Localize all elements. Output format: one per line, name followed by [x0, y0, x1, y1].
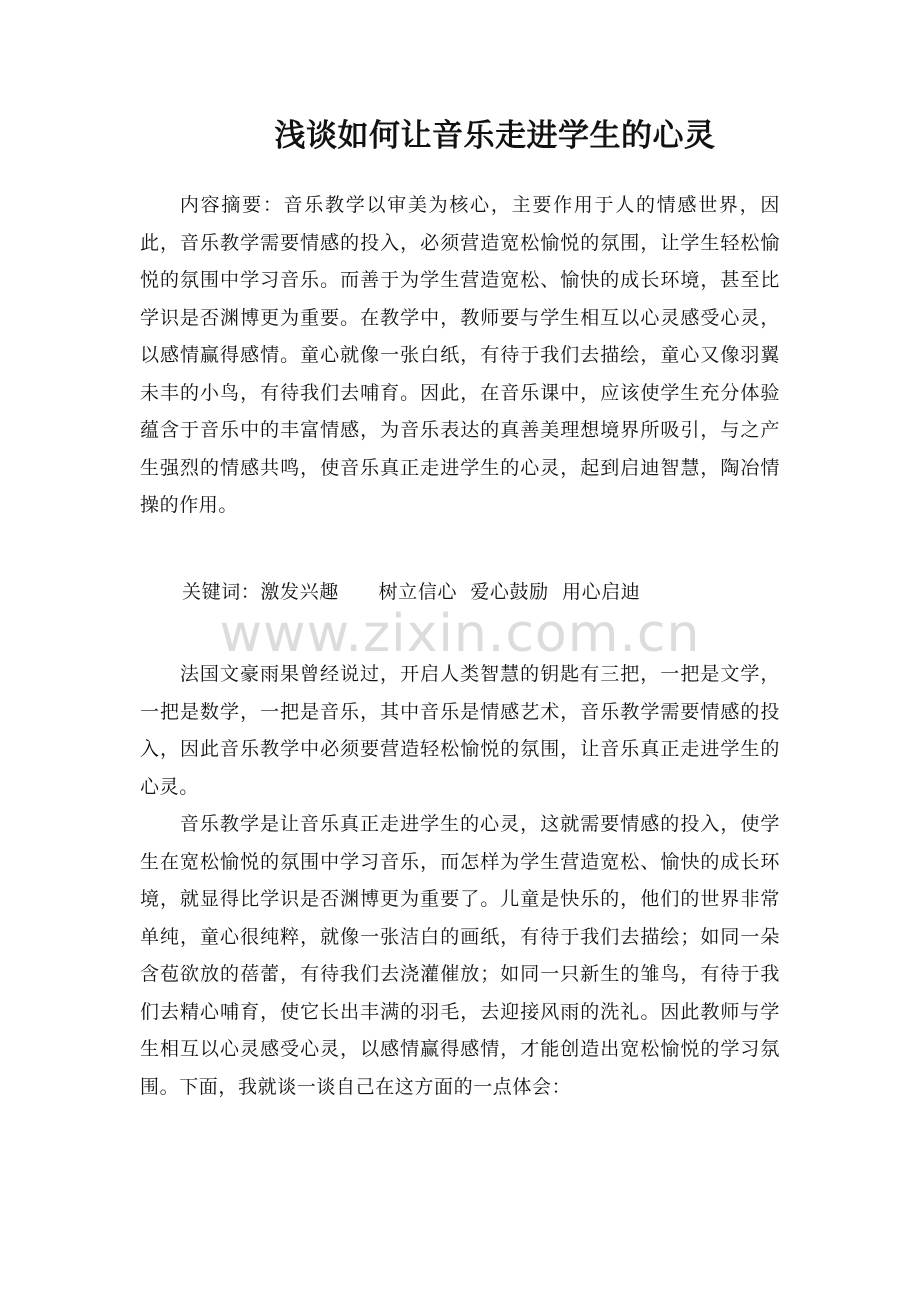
document-title: 浅谈如何让音乐走进学生的心灵	[274, 118, 716, 154]
abstract-paragraph: 内容摘要：音乐教学以审美为核心，主要作用于人的情感世界，因此，音乐教学需要情感的投入，必须营造宽松愉悦的氛围，让学生轻松愉悦的氛围中学习音乐。而善于为学生营造宽松、愉快的成长环境，甚至比学识是否渊博更为重要。在教学中，教师要与学生相互以心灵感受心灵，以感情赢得感情。童心就像一张白纸，有待于我们去描绘，童心又像羽翼未丰的小鸟，有待我们去哺育。因此，在音乐课中，应该使学生充分体验蕴含于音乐中的丰富情感，为音乐表达的真善美理想境界所吸引，与之产生强烈的情感共鸣，使音乐真正走进学生的心灵，起到启迪智慧，陶冶情操的作用。	[140, 194, 780, 516]
body-paragraph-1: 法国文豪雨果曾经说过，开启人类智慧的钥匙有三把，一把是文学，一把是数学，一把是音乐，其中音乐是情感艺术，音乐教学需要情感的投入，因此音乐教学中必须要营造轻松愉悦的氛围，让音乐真正走进学生的心灵。	[140, 663, 780, 798]
watermark: www.zixin.com.cn	[219, 604, 701, 664]
keywords-line: 关键词：激发兴趣 树立信心 爱心鼓励 用心启迪	[182, 581, 641, 603]
body-paragraph-2: 音乐教学是让音乐真正走进学生的心灵，这就需要情感的投入，使学生在宽松愉悦的氛围中学习音乐，而怎样为学生营造宽松、愉快的成长环境，就显得比学识是否渊博更为重要了。儿童是快乐的，他们的世界非常单纯，童心很纯粹，就像一张洁白的画纸，有待于我们去描绘；如同一朵含苞欲放的蓓蕾，有待我们去浇灌催放；如同一只新生的雏鸟，有待于我们去精心哺育，使它长出丰满的羽毛，去迎接风雨的洗礼。因此教师与学生相互以心灵感受心灵，以感情赢得感情，才能创造出宽松愉悦的学习氛围。下面，我就谈一谈自己在这方面的一点体会：	[140, 813, 780, 1098]
